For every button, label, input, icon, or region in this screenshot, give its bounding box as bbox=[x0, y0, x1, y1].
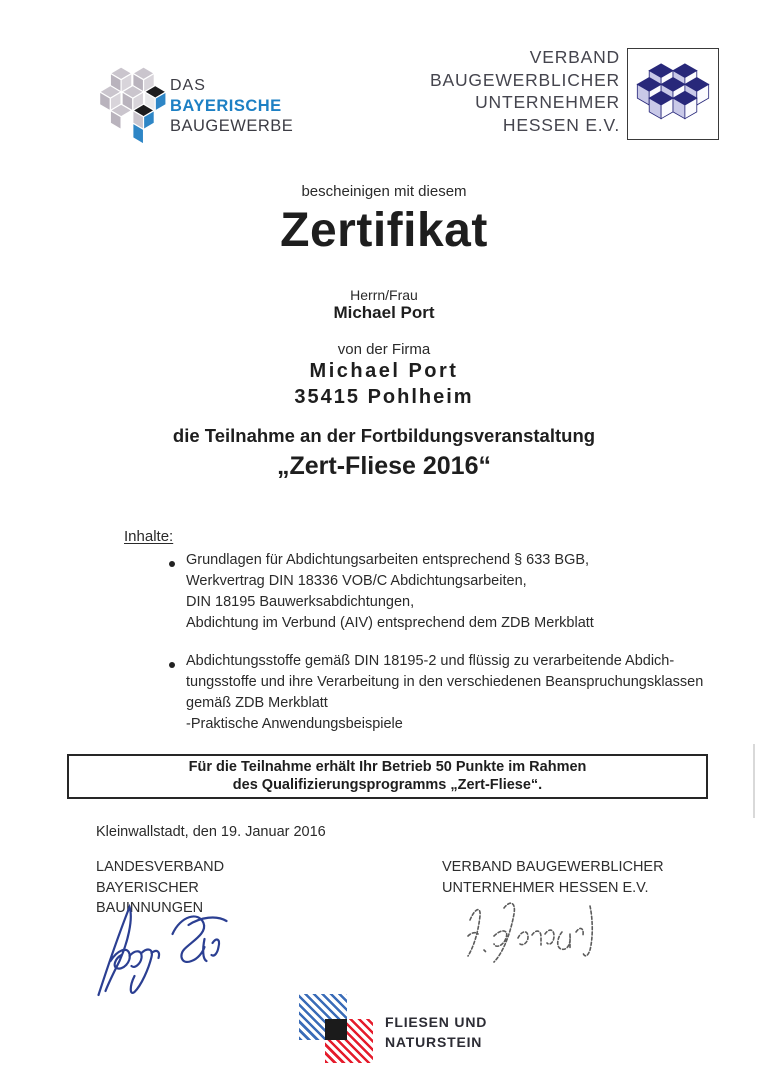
footer-logo-line-2: NATURSTEIN bbox=[385, 1034, 483, 1050]
left-logo-line-3: BAUGEWERBE bbox=[170, 117, 294, 135]
bullet-icon bbox=[169, 662, 175, 668]
left-logo-line-1: DAS bbox=[170, 77, 206, 94]
firm-location: 35415 Pohlheim bbox=[294, 386, 474, 408]
left-logo-line-2: BAYERISCHE bbox=[170, 97, 282, 115]
hessen-logo-box bbox=[627, 48, 719, 140]
hessen-cubes-icon bbox=[630, 51, 716, 137]
right-org-sig-line-1: VERBAND BAUGEWERBLICHER bbox=[442, 859, 664, 875]
firm-name: Michael Port bbox=[309, 360, 459, 382]
fliesen-naturstein-wordmark bbox=[385, 1012, 487, 1052]
place-and-date: Kleinwallstadt, den 19. Januar 2016 bbox=[96, 824, 326, 840]
left-org-line-3: BAUINNUNGEN bbox=[96, 900, 204, 916]
hessen-org-name bbox=[430, 46, 620, 136]
bullet-icon bbox=[169, 561, 175, 567]
bullet-1-line-4: Abdichtung im Verbund (AIV) entsprechend dem ZDB Merkblatt bbox=[186, 615, 594, 631]
bullet-1-line-2: Werkvertrag DIN 18336 VOB/C Abdichtungsarbeiten, bbox=[186, 573, 527, 589]
bullet-1-line-3: DIN 18195 Bauwerksabdichtungen, bbox=[186, 594, 415, 610]
right-org-line-2: BAUGEWERBLICHER bbox=[430, 69, 620, 90]
left-signature-ink bbox=[82, 898, 237, 998]
bullet-2-line-3: gemäß ZDB Merkblatt bbox=[186, 695, 328, 711]
bullet-item-2 bbox=[186, 651, 703, 735]
bullet-2-line-4: -Praktische Anwendungsbeispiele bbox=[186, 716, 403, 732]
intro-line: bescheinigen mit diesem bbox=[301, 183, 467, 200]
event-name: „Zert-Fliese 2016“ bbox=[277, 452, 491, 480]
contents-heading: Inhalte: bbox=[124, 528, 174, 545]
fliesen-naturstein-icon bbox=[325, 1019, 347, 1040]
certificate-title: Zertifikat bbox=[280, 204, 488, 257]
left-org-line-1: LANDESVERBAND bbox=[96, 859, 225, 875]
right-org-sig-line-2: UNTERNEHMER HESSEN E.V. bbox=[442, 879, 649, 896]
bayerisches-baugewerbe-cubes-icon bbox=[84, 64, 166, 152]
participation-line: die Teilnahme an der Fortbildungsveranstaltung bbox=[172, 425, 596, 446]
scan-artifact-line bbox=[753, 744, 755, 818]
recipient-name: Michael Port bbox=[333, 303, 435, 322]
footer-logo-line-1: FLIESEN UND bbox=[385, 1014, 488, 1030]
right-org-line-1: VERBAND bbox=[529, 47, 620, 67]
bullet-2-line-1: Abdichtungsstoffe gemäß DIN 18195-2 und flüssig zu verarbeitende Abdich- bbox=[186, 653, 675, 669]
points-box bbox=[67, 754, 708, 799]
left-org-line-2: BAYERISCHER bbox=[96, 879, 199, 896]
points-box-line-2: des Qualifizierungsprogramms „Zert-Fliese“. bbox=[232, 776, 543, 793]
bullet-2-line-2: tungsstoffe und ihre Verarbeitung in den verschiedenen Beanspruchungsklassen bbox=[186, 674, 704, 690]
bullet-item-1 bbox=[186, 550, 594, 634]
salutation: Herrn/Frau bbox=[350, 287, 418, 303]
bayerisches-baugewerbe-wordmark bbox=[170, 76, 293, 136]
points-box-line-1: Für die Teilnahme erhält Ihr Betrieb 50 Punkte im Rahmen bbox=[188, 759, 587, 775]
bullet-1-line-1: Grundlagen für Abdichtungsarbeiten entsprechend § 633 BGB, bbox=[186, 552, 590, 568]
right-org-line-4: HESSEN E.V. bbox=[502, 114, 620, 135]
right-org-line-3: UNTERNEHMER bbox=[475, 92, 620, 112]
right-signature-ink bbox=[448, 892, 613, 972]
firm-label: von der Firma bbox=[337, 341, 431, 358]
